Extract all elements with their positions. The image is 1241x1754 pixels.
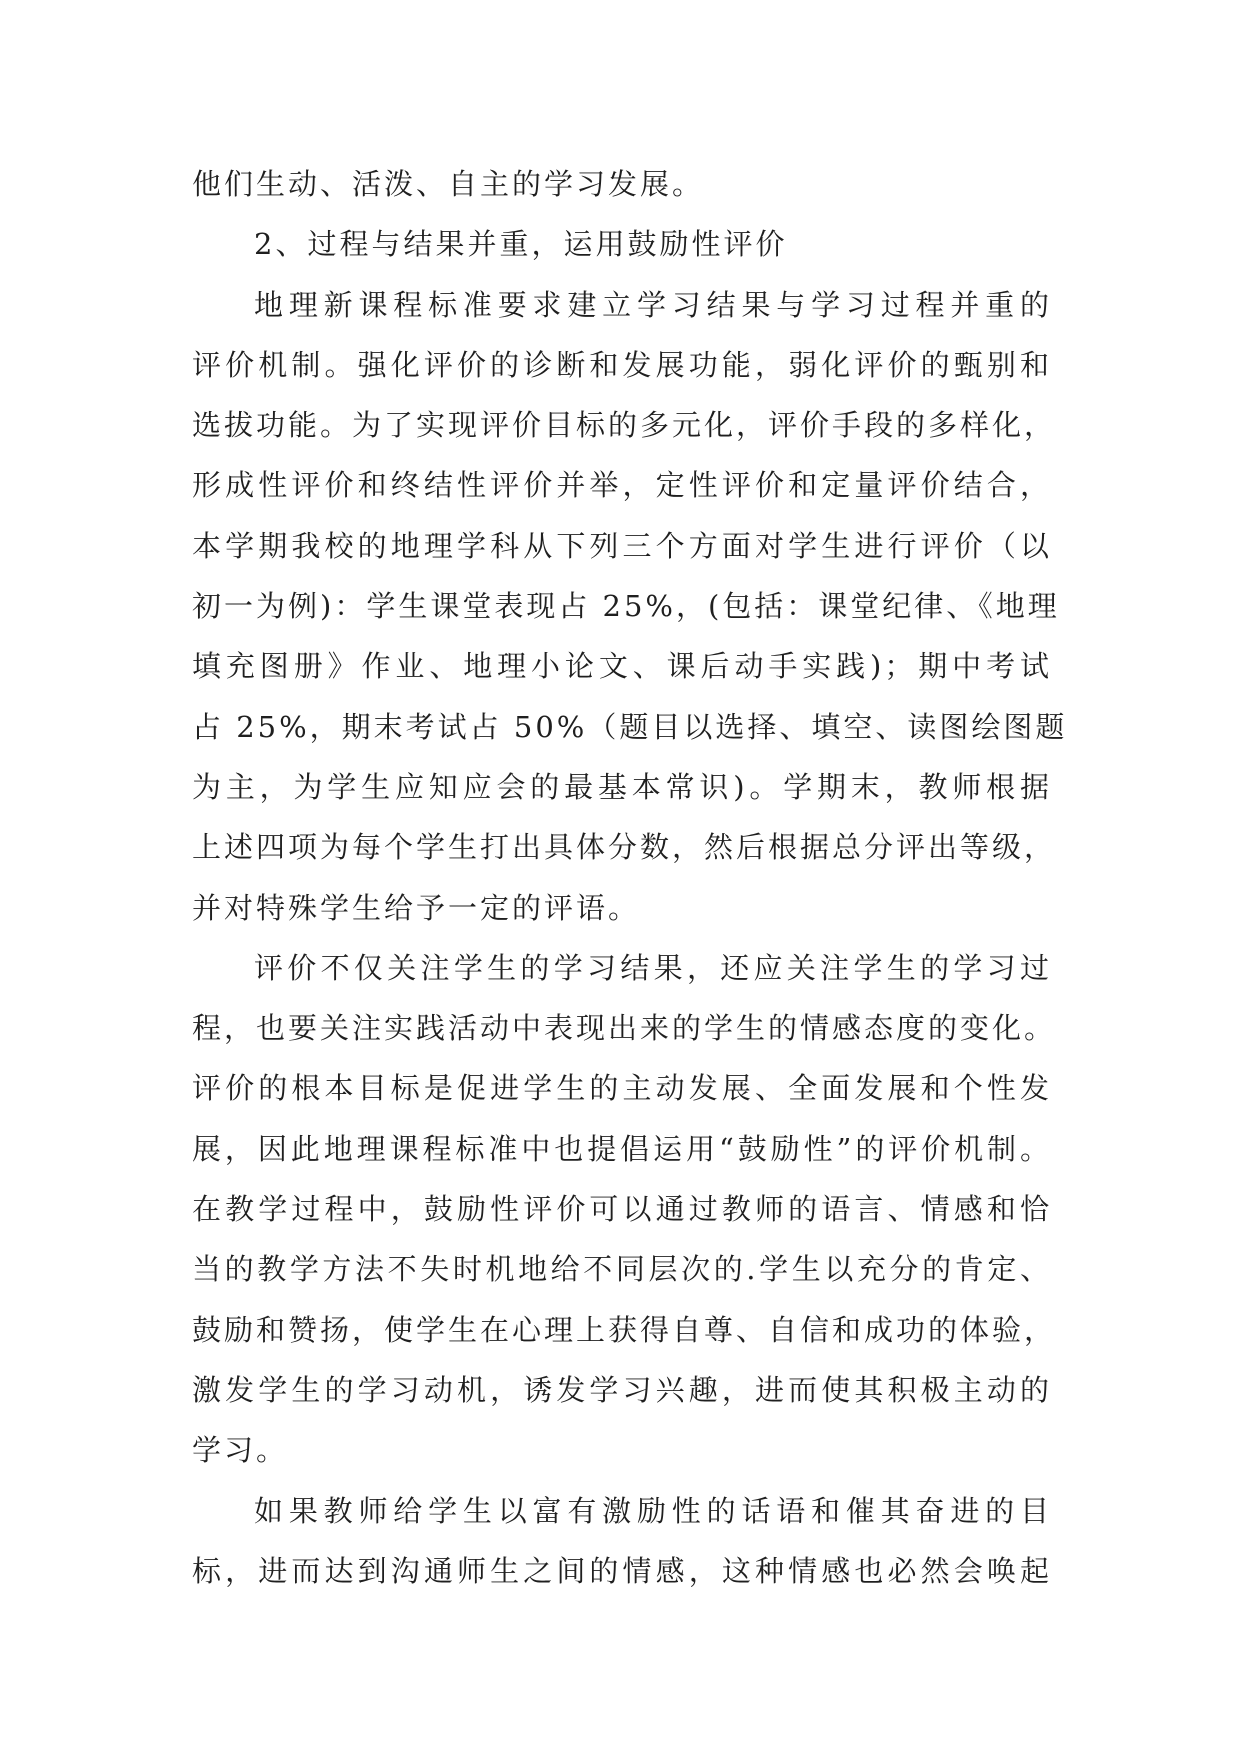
text-line: 他们生动、活泼、自主的学习发展。: [192, 167, 705, 201]
text-line: 本学期我校的地理学科从下列三个方面对学生进行评价（以: [192, 528, 1052, 563]
text-line: 初一为例)：学生课堂表现占 25%，(包括：课堂纪律、《地理: [192, 589, 1060, 624]
text-line: 形成性评价和终结性评价并举，定性评价和定量评价结合，: [192, 468, 1052, 503]
text-line: 占 25%，期末考试占 50%（题目以选择、填空、读图绘图题: [192, 709, 1068, 744]
text-line: 展，因此地理课程标准中也提倡运用“鼓励性”的评价机制。: [192, 1131, 1052, 1166]
text-line: 学习。: [192, 1433, 289, 1468]
section-heading: 2、过程与结果并重，运用鼓励性评价: [254, 227, 788, 262]
text-line: 评价不仅关注学生的学习结果，还应关注学生的学习过: [254, 950, 1052, 985]
text-line: 程，也要关注实践活动中表现出来的学生的情感态度的变化。: [192, 1011, 1057, 1046]
text-line: 当的教学方法不失时机地给不同层次的.学生以充分的肯定、: [192, 1252, 1052, 1287]
text-line: 评价机制。强化评价的诊断和发展功能，弱化评价的甄别和: [192, 347, 1052, 382]
text-line: 选拔功能。为了实现评价目标的多元化，评价手段的多样化，: [192, 408, 1057, 443]
text-line: 标，进而达到沟通师生之间的情感，这种情感也必然会唤起: [192, 1553, 1052, 1588]
document-body: [192, 154, 1068, 1601]
text-line: 并对特殊学生给予一定的评语。: [192, 890, 641, 925]
text-line: 评价的根本目标是促进学生的主动发展、全面发展和个性发: [192, 1071, 1052, 1106]
text-line: 地理新课程标准要求建立学习结果与学习过程并重的: [254, 287, 1052, 322]
text-line: 为主，为学生应知应会的最基本常识)。学期末，教师根据: [192, 769, 1052, 804]
text-line: 在教学过程中，鼓励性评价可以通过教师的语言、情感和恰: [192, 1192, 1052, 1227]
text-line: 激发学生的学习动机，诱发学习兴趣，进而使其积极主动的: [192, 1372, 1052, 1407]
text-line: 填充图册》作业、地理小论文、课后动手实践)；期中考试: [192, 649, 1052, 684]
text-line: 如果教师给学生以富有激励性的话语和催其奋进的目: [254, 1493, 1052, 1528]
text-line: 上述四项为每个学生打出具体分数，然后根据总分评出等级，: [192, 830, 1057, 865]
text-line: 鼓励和赞扬，使学生在心理上获得自尊、自信和成功的体验，: [192, 1312, 1057, 1347]
